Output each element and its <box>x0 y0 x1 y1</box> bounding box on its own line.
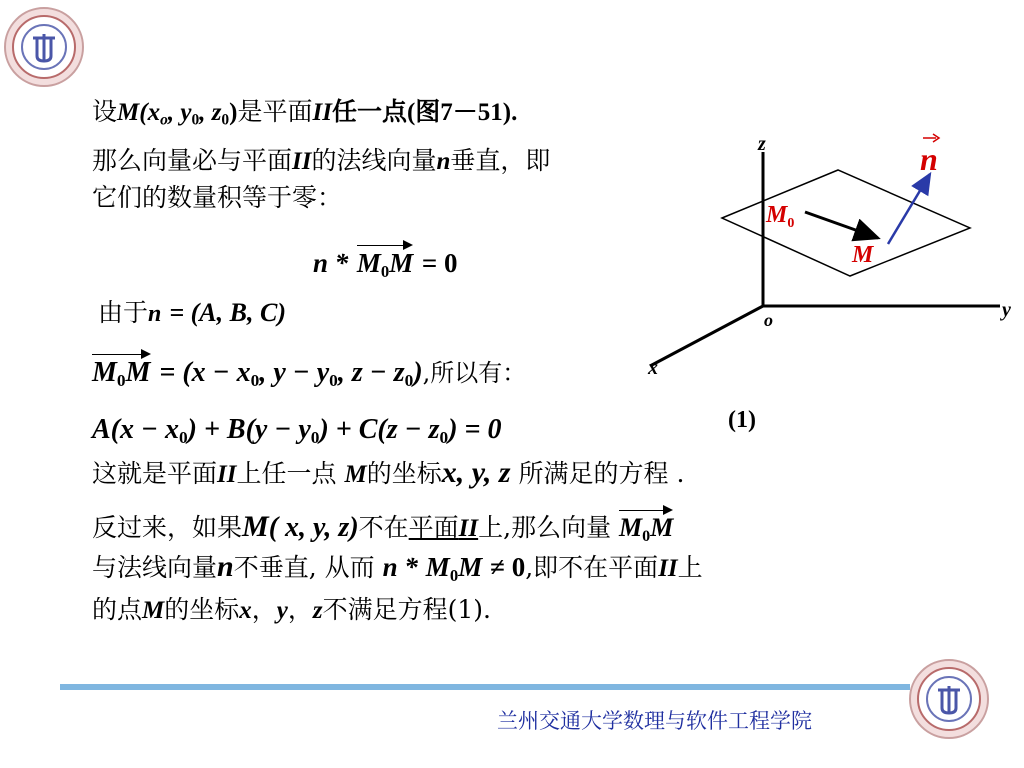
normal-vector-arrow <box>888 174 930 244</box>
text-line-1: 设$M(x_o$, $y_0$, $z_0$)是平面II任一点(图7－51). <box>92 97 518 129</box>
m0-label: $M_0$ <box>766 202 795 231</box>
text-line-meaning: 这就是平面II上任一点 M的坐标x, y, z 所满足的方程 . <box>92 456 685 489</box>
text-line-3: 它们的数量积等于零： <box>92 183 343 212</box>
university-seal-icon <box>908 658 990 740</box>
vector-m0m: $M_0M$ <box>92 357 151 391</box>
normal-label: n <box>920 141 938 177</box>
plane-ii <box>722 170 970 276</box>
x-axis-label: x <box>648 357 658 379</box>
vector-m0m: $M_0M$ <box>356 248 414 282</box>
text-line-2: 那么向量必与平面II的法线向量n垂直，即 <box>92 146 551 175</box>
vector-m0m-definition: $M_0M = (x - x_0$, $y - y_0$, $z - z_0$),所以有： <box>92 357 527 391</box>
origin-label: o <box>764 310 773 330</box>
text-line-converse-3: 的点M的坐标x，y，z不满足方程(1). <box>92 595 492 624</box>
dot-product-equation: $n * M_0M = 0$ <box>313 248 458 282</box>
text-line-converse-2: 与法线向量n不垂直, 从而 $n * M_0M \ne 0$,即不在平面II上 <box>92 550 703 586</box>
footer-text: 兰州交通大学数理与软件工程学院 <box>497 709 812 733</box>
normal-vector-definition: 由于n = (A, B, C) <box>98 298 286 327</box>
x-axis <box>650 306 763 366</box>
vector-m0m: $M_0M$ <box>619 513 673 552</box>
z-axis-label: z <box>758 133 766 155</box>
equation-number: (1) <box>728 407 756 433</box>
text-line-converse-1: 反过来，如果M( x, y, z)不在平面II上,那么向量 $M_0M$ <box>92 512 673 552</box>
vector-m0m-arrow <box>805 212 878 238</box>
y-axis-label: y <box>1002 299 1011 321</box>
m-label: M <box>852 242 874 268</box>
university-seal-icon <box>3 6 85 88</box>
footer-divider <box>60 684 910 690</box>
plane-equation: $A(x - x_0) + B(y - y_0) + C(z - z_0) = 0$ <box>92 414 502 448</box>
plane-normal-diagram <box>640 130 1020 390</box>
